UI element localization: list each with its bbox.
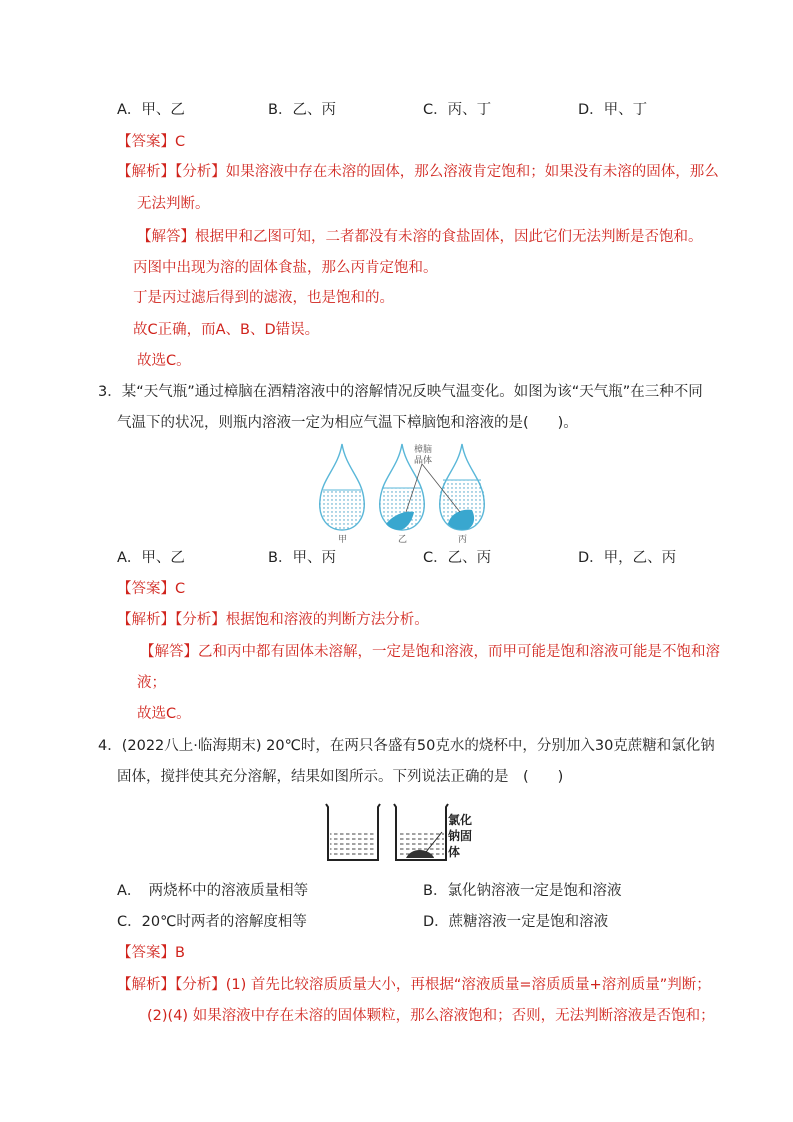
q2-analysis-line: 故选C。	[137, 353, 191, 369]
q4-option-c: C．20℃时两者的溶解度相等	[117, 914, 307, 930]
q4-option-d: D．蔗糖溶液一定是饱和溶液	[423, 914, 609, 930]
q4-answer: 【答案】B	[117, 945, 185, 961]
bottle-bing	[440, 444, 485, 530]
bottle-jia	[320, 444, 365, 530]
weather-bottle-figure	[310, 438, 500, 544]
bottle-label: 乙	[398, 535, 408, 544]
q2-analysis-line: 【解析】【分析】如果溶液中存在未溶的固体，那么溶液肯定饱和；如果没有未溶的固体，那么	[117, 164, 719, 180]
q3-option-c: C．乙、丙	[423, 550, 492, 566]
q3-stem-line: 气温下的状况，则瓶内溶液一定为相应气温下樟脑饱和溶液的是( )。	[117, 415, 578, 431]
q2-answer: 【答案】C	[117, 134, 186, 150]
q2-option-a: A．甲、乙	[117, 102, 185, 118]
q4-option-a: A． 两烧杯中的溶液质量相等	[117, 883, 309, 899]
nacl-label: 体	[448, 845, 461, 859]
q3-analysis-line: 【解答】乙和丙中都有固体未溶解，一定是饱和溶液，而甲可能是饱和溶液可能是不饱和溶	[140, 644, 720, 660]
q3-answer: 【答案】C	[117, 581, 186, 597]
q4-option-b: B．氯化钠溶液一定是饱和溶液	[423, 883, 622, 899]
beakers-figure	[322, 802, 472, 868]
q2-analysis-line: 丁是丙过滤后得到的滤液，也是饱和的。	[133, 290, 394, 306]
q3-analysis-line: 液；	[137, 675, 166, 691]
q4-stem-line: 固体，搅拌使其充分溶解，结果如图所示。下列说法正确的是 ( )	[117, 769, 564, 785]
q2-analysis-line: 故C正确，而A、B、D错误。	[133, 322, 320, 338]
crystal-label: 晶体	[414, 456, 433, 466]
q4-analysis-line: 【解析】【分析】(1) 首先比较溶质质量大小，再根据“溶液质量=溶质质量+溶剂质量”判断；	[117, 977, 711, 993]
q3-analysis-line: 故选C。	[137, 706, 191, 722]
nacl-label: 氯化	[448, 813, 472, 827]
q3-option-a: A．甲、乙	[117, 550, 185, 566]
beaker-sucrose	[326, 804, 380, 860]
beaker-sodium-chloride	[394, 804, 448, 860]
q2-analysis-line: 【解答】根据甲和乙图可知，二者都没有未溶的食盐固体，因此它们无法判断是否饱和。	[137, 229, 703, 245]
crystal-label: 樟脑	[414, 445, 433, 455]
q2-analysis-line: 无法判断。	[137, 196, 210, 212]
q2-option-c: C．丙、丁	[423, 102, 492, 118]
bottle-label: 甲	[338, 535, 348, 544]
q4-stem-line: 4．(2022八上·临海期末) 20℃时，在两只各盛有50克水的烧杯中，分别加入30克蔗糖和氯化钠	[98, 738, 715, 754]
q3-option-d: D．甲，乙、丙	[578, 550, 677, 566]
q3-option-b: B．甲、丙	[268, 550, 336, 566]
nacl-label: 钠固	[448, 829, 472, 843]
bottle-label: 丙	[458, 535, 468, 544]
q4-analysis-line: (2)(4) 如果溶液中存在未溶的固体颗粒，那么溶液饱和；否则，无法判断溶液是否饱和；	[147, 1008, 715, 1024]
q2-analysis-line: 丙图中出现为溶的固体食盐，那么丙肯定饱和。	[133, 260, 438, 276]
q2-option-d: D．甲、丁	[578, 102, 648, 118]
q3-analysis-line: 【解析】【分析】根据饱和溶液的判断方法分析。	[117, 612, 429, 628]
q2-option-b: B．乙、丙	[268, 102, 336, 118]
q3-stem-line: 3．某“天气瓶”通过樟脑在酒精溶液中的溶解情况反映气温变化。如图为该“天气瓶”在三种不同	[98, 384, 703, 400]
